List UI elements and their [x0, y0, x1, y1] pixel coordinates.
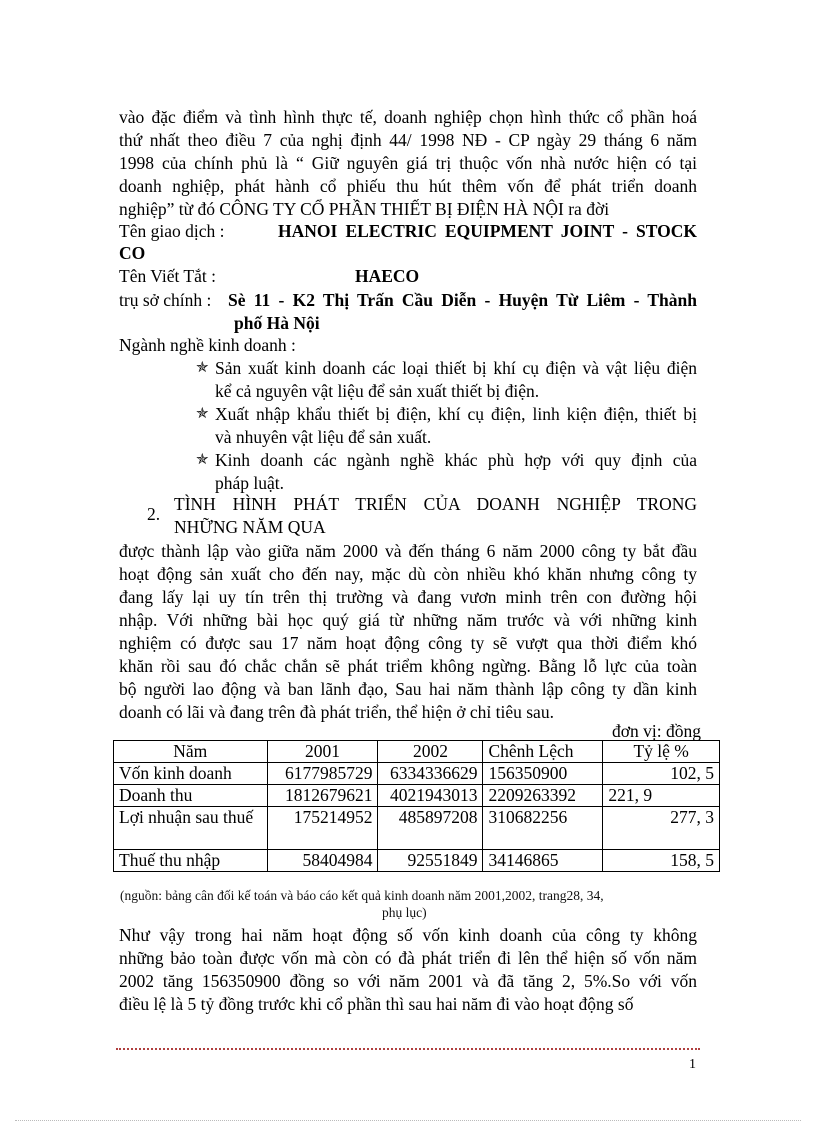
- abbr-label: Tên Viết Tắt :: [119, 266, 216, 286]
- table-cell: Doanh thu: [114, 785, 268, 807]
- closing-line: Như vậy trong hai năm hoạt động số vốn kinh doanh của công ty không: [119, 925, 697, 945]
- table-row: [114, 785, 720, 807]
- table-cell: 6177985729: [267, 763, 378, 785]
- body-line: nhập. Với những bài học quý giá từ những năm trước và với những kinh: [119, 610, 697, 630]
- table-row: [114, 763, 720, 785]
- business-item: Sản xuất kinh doanh các loại thiết bị khí cụ điện và vật liệu điện: [215, 358, 697, 378]
- body-line: được thành lập vào giữa năm 2000 và đến tháng 6 năm 2000 công ty bắt đầu: [119, 541, 697, 561]
- body-line: hoạt động sản xuất cho đến nay, mặc dù còn nhiều khó khăn nhưng công ty: [119, 564, 697, 584]
- table-row: [114, 850, 720, 872]
- table-cell: 4021943013: [378, 785, 483, 807]
- body-line: doanh có lãi và đang trên đà phát triển, thể hiện ở chỉ tiêu sau.: [119, 702, 554, 722]
- source-note-cont: phụ lục): [382, 905, 427, 920]
- table-header-cell: 2001: [267, 741, 378, 763]
- intro-line: nghiệp” từ đó CÔNG TY CỔ PHẦN THIẾT BỊ ĐIỆN HÀ NỘI ra đời: [119, 199, 610, 219]
- table-cell: 58404984: [267, 850, 378, 872]
- table-cell: 175214952: [267, 807, 378, 850]
- section-title: TÌNH HÌNH PHÁT TRIỂN CỦA DOANH NGHIỆP TRONG: [174, 494, 697, 514]
- financial-table: [113, 740, 720, 872]
- table-cell: 221, 9: [603, 785, 720, 807]
- table-cell: Thuế thu nhập: [114, 850, 268, 872]
- abbr-value: HAECO: [355, 266, 420, 286]
- closing-line: những bảo toàn được vốn mà còn có đà phát triển đi lên thể hiện số vốn năm: [119, 948, 697, 968]
- intro-line: vào đặc điểm và tình hình thực tế, doanh nghiệp chọn hình thức cổ phần hoá: [119, 107, 697, 127]
- unit-note: đơn vị: đồng: [612, 721, 701, 741]
- table-row: [114, 807, 720, 850]
- business-item-cont: kể cả nguyên vật liệu để sản xuất thiết bị điện.: [215, 381, 540, 401]
- table-cell: 485897208: [378, 807, 483, 850]
- table-header-row: [114, 741, 720, 763]
- table-cell: Lợi nhuận sau thuế: [114, 807, 268, 850]
- section-number: 2.: [147, 504, 161, 524]
- closing-line: 2002 tăng 156350900 đồng so với năm 2001 và đã tăng 2, 5%.So với vốn: [119, 971, 697, 991]
- page-number: 1: [689, 1057, 696, 1072]
- intro-line: doanh nghiệp, phát hành cổ phiếu thu hút thêm vốn để phát triển doanh: [119, 176, 697, 196]
- closing-line: điều lệ là 5 tỷ đồng trước khi cổ phần thì sau hai năm đi vào hoạt động số: [119, 994, 634, 1014]
- body-line: khăn rồi sau đó chắc chắn sẽ phát triểm không ngừng. Bằng lỗ lực của toàn: [119, 656, 697, 676]
- table-cell: 277, 3: [603, 807, 720, 850]
- table-cell: 156350900: [483, 763, 603, 785]
- table-cell: 1812679621: [267, 785, 378, 807]
- table-cell: 310682256: [483, 807, 603, 850]
- table-cell: 92551849: [378, 850, 483, 872]
- hq-value-cont: phố Hà Nội: [234, 313, 320, 333]
- intro-line: 1998 của chính phủ là “ Giữ nguyên giá trị thuộc vốn nhà nước hiện có tại: [119, 153, 697, 173]
- source-note: (nguồn: bảng cân đối kế toán và báo cáo kết quả kinh doanh năm 2001,2002, trang28, 34,: [120, 888, 604, 903]
- page-bottom-divider: [15, 1120, 801, 1121]
- business-item-cont: và nhuyên vật liệu để sản xuất.: [215, 427, 432, 447]
- table-cell: Vốn kinh doanh: [114, 763, 268, 785]
- business-item: Kinh doanh các ngành nghề khác phù hợp với quy định của: [215, 450, 697, 470]
- hq-label: trụ sở chính :: [119, 290, 212, 310]
- table-cell: 158, 5: [603, 850, 720, 872]
- star-bullet-icon: ✯: [196, 406, 209, 422]
- star-bullet-icon: ✯: [196, 452, 209, 468]
- hq-value: Sè 11 - K2 Thị Trấn Cầu Diễn - Huyện Từ Liêm - Thành: [228, 290, 697, 310]
- body-line: đang lấy lại uy tín trên thị trường và đang vươn minh trên con đường hội: [119, 587, 697, 607]
- section-title-cont: NHỮNG NĂM QUA: [174, 517, 326, 537]
- business-item-cont: pháp luật.: [215, 473, 285, 493]
- footer-divider: [116, 1048, 700, 1050]
- table-cell: 2209263392: [483, 785, 603, 807]
- table-cell: 102, 5: [603, 763, 720, 785]
- table-cell: 34146865: [483, 850, 603, 872]
- table-header-cell: Năm: [114, 741, 268, 763]
- body-line: nghiệm có được sau 17 năm hoạt động công ty sẽ vượt qua thời điểm khó: [119, 633, 697, 653]
- trade-name-label: Tên giao dịch :: [119, 221, 225, 241]
- star-bullet-icon: ✯: [196, 360, 209, 376]
- business-item: Xuất nhập khẩu thiết bị điện, khí cụ điện, linh kiện điện, thiết bị: [215, 404, 697, 424]
- table-header-cell: 2002: [378, 741, 483, 763]
- trade-name-value: HANOI ELECTRIC EQUIPMENT JOINT - STOCK: [278, 221, 697, 241]
- intro-line: thứ nhất theo điều 7 của nghị định 44/ 1998 NĐ - CP ngày 29 tháng 6 năm: [119, 130, 697, 150]
- body-line: bộ người lao động và ban lãnh đạo, Sau hai năm thành lập công ty dần kinh: [119, 679, 697, 699]
- table-header-cell: Chênh Lệch: [483, 741, 603, 763]
- trade-name-value-cont: CO: [119, 243, 146, 263]
- business-label: Ngành nghề kinh doanh :: [119, 335, 296, 355]
- table-header-cell: Tỷ lệ %: [603, 741, 720, 763]
- table-cell: 6334336629: [378, 763, 483, 785]
